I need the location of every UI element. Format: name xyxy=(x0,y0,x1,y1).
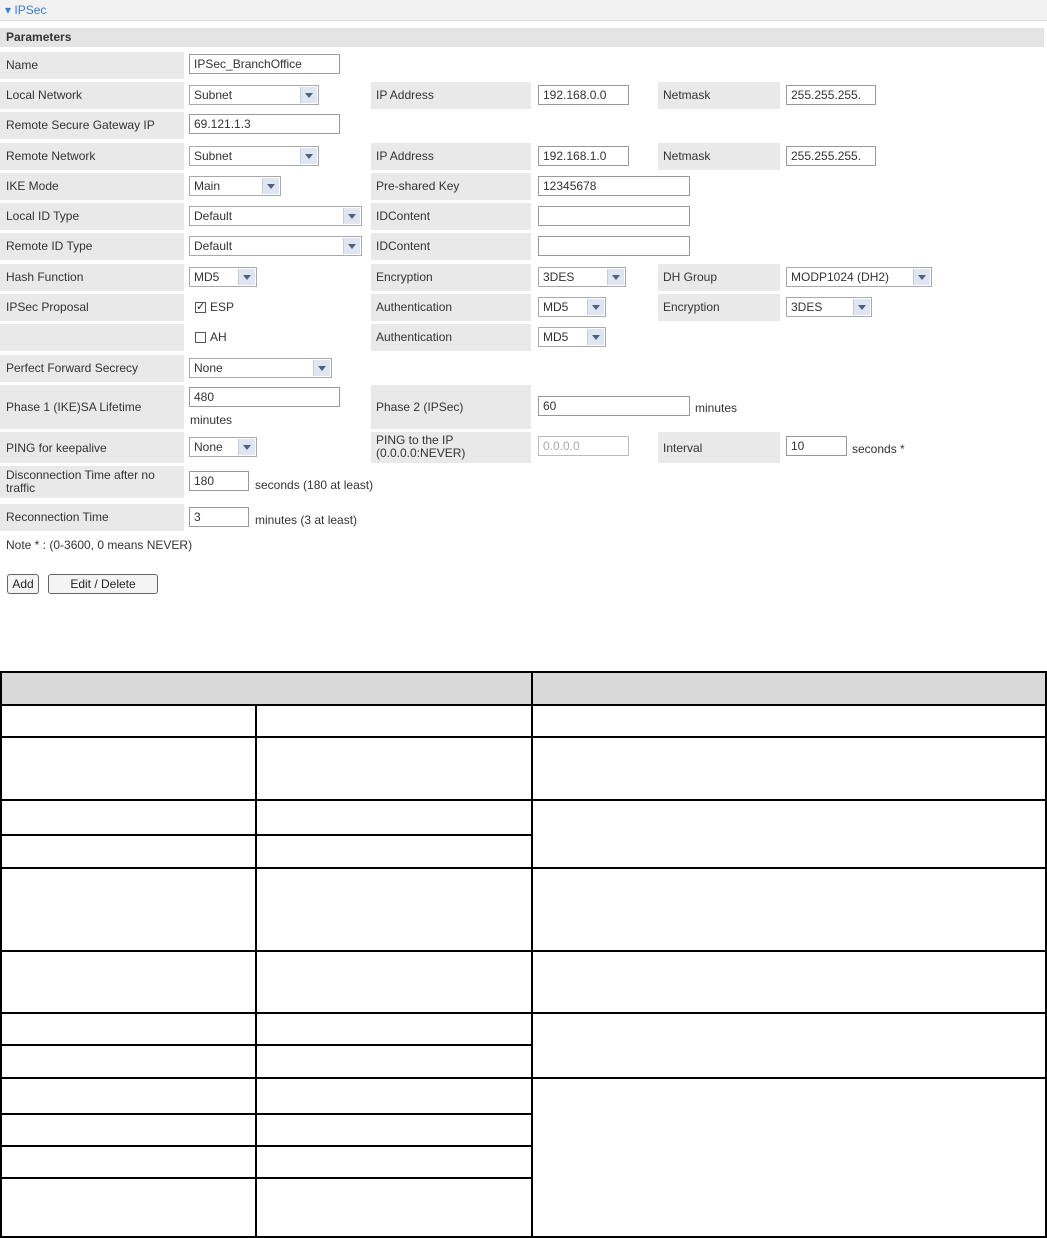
hash-select-value: MD5 xyxy=(194,270,220,284)
table-row-line xyxy=(0,1113,533,1115)
chevron-down-icon xyxy=(587,329,604,345)
esp-encryption-label: Encryption xyxy=(663,300,720,314)
remote-gateway-label: Remote Secure Gateway IP xyxy=(6,118,155,132)
table-row-line xyxy=(0,1077,1047,1079)
local-network-select[interactable] xyxy=(189,85,319,105)
table-row-line xyxy=(0,1044,533,1046)
local-network-label: Local Network xyxy=(6,88,83,102)
remote-ip-input[interactable]: 192.168.1.0 xyxy=(538,146,629,166)
ping-keepalive-select[interactable] xyxy=(189,437,257,457)
table-row-line xyxy=(0,1012,1047,1014)
table-row-line xyxy=(0,867,1047,869)
remote-gateway-input[interactable]: 69.121.1.3 xyxy=(189,114,340,134)
ike-mode-select-value: Main xyxy=(194,179,221,193)
row-reconnect xyxy=(0,504,1044,531)
table-col-divider xyxy=(531,671,533,1238)
local-network-select-value: Subnet xyxy=(194,88,233,102)
local-idcontent-label: IDContent xyxy=(376,209,431,223)
interval-label: Interval xyxy=(663,441,703,455)
row-lifetime xyxy=(0,385,1044,429)
remote-network-select[interactable] xyxy=(189,146,319,166)
phase1-lifetime-label: Phase 1 (IKE)SA Lifetime xyxy=(6,400,142,414)
ah-checkbox[interactable] xyxy=(195,332,206,343)
reconnect-input[interactable]: 3 xyxy=(189,507,249,527)
row-ipsec-proposal-ah xyxy=(0,324,1044,351)
ping-ip-label: PING to the IP (0.0.0.0:NEVER) xyxy=(376,433,466,460)
interval-input[interactable]: 10 xyxy=(786,436,847,456)
name-label: Name xyxy=(6,58,39,72)
dh-group-select[interactable] xyxy=(786,267,932,287)
local-id-select[interactable] xyxy=(189,206,362,226)
edit-delete-button[interactable]: Edit / Delete xyxy=(48,574,158,594)
ike-mode-label: IKE Mode xyxy=(6,179,59,193)
table-header-row xyxy=(0,671,1047,705)
esp-auth-select-value: MD5 xyxy=(543,300,569,314)
chevron-down-icon xyxy=(343,208,360,224)
ah-auth-select-value: MD5 xyxy=(543,330,569,344)
row-local-network xyxy=(0,82,1044,109)
remote-netmask-label: Netmask xyxy=(663,149,711,163)
section-title[interactable]: ▾ IPSec xyxy=(5,3,47,17)
phase2-lifetime-label: Phase 2 (IPSec) xyxy=(376,400,464,414)
phase2-lifetime-input[interactable]: 60 xyxy=(538,396,690,416)
name-input[interactable]: IPSec_BranchOffice xyxy=(189,54,340,74)
row-name xyxy=(0,52,1044,79)
remote-netmask-input[interactable]: 255.255.255. xyxy=(786,146,876,166)
remote-id-select[interactable] xyxy=(189,236,362,256)
dh-group-select-value: MODP1024 (DH2) xyxy=(791,270,890,284)
dh-group-label: DH Group xyxy=(663,270,718,284)
parameters-heading: Parameters xyxy=(6,30,72,44)
table-header-border xyxy=(0,704,1047,706)
row-local-id xyxy=(0,203,1044,230)
ah-label: AH xyxy=(210,330,227,344)
ah-auth-select[interactable] xyxy=(538,327,606,347)
parameters-heading-bar xyxy=(0,28,1044,47)
psk-label: Pre-shared Key xyxy=(376,179,460,193)
esp-encryption-select-value: 3DES xyxy=(791,300,823,314)
ipsec-panel xyxy=(0,0,1047,600)
hash-label: Hash Function xyxy=(6,270,84,284)
table-row-line xyxy=(0,799,1047,801)
row-ping xyxy=(0,432,1044,463)
local-netmask-label: Netmask xyxy=(663,88,711,102)
reconnect-hint: minutes (3 at least) xyxy=(255,513,358,527)
table-row-line xyxy=(0,834,533,836)
row-remote-id xyxy=(0,233,1044,260)
table-row-line xyxy=(0,1177,533,1179)
remote-id-label: Remote ID Type xyxy=(6,239,93,253)
reference-table xyxy=(0,671,1047,1238)
chevron-down-icon xyxy=(300,87,317,103)
esp-auth-select[interactable] xyxy=(538,297,606,317)
table-row-line xyxy=(0,736,1047,738)
ike-mode-select[interactable] xyxy=(189,176,281,196)
local-ip-label: IP Address xyxy=(376,88,434,102)
remote-network-label: Remote Network xyxy=(6,149,96,163)
local-netmask-input[interactable]: 255.255.255. xyxy=(786,85,876,105)
remote-idcontent-label: IDContent xyxy=(376,239,431,253)
table-border-top xyxy=(0,671,1047,673)
chevron-down-icon xyxy=(300,148,317,164)
table-row-line xyxy=(0,1145,533,1147)
row-remote-network xyxy=(0,143,1044,170)
chevron-down-icon xyxy=(238,269,255,285)
table-col-divider xyxy=(255,705,257,1238)
ah-auth-label: Authentication xyxy=(376,330,453,344)
hash-select[interactable] xyxy=(189,267,257,287)
phase2-lifetime-unit: minutes xyxy=(695,401,738,415)
disconnect-label: Disconnection Time after no traffic xyxy=(6,468,155,495)
chevron-down-icon xyxy=(238,439,255,455)
row-ipsec-proposal xyxy=(0,294,1044,321)
interval-unit: seconds * xyxy=(852,442,905,456)
ping-keepalive-label: PING for keepalive xyxy=(6,441,107,455)
ping-keepalive-select-value: None xyxy=(194,440,223,454)
chevron-down-icon xyxy=(913,269,930,285)
phase1-lifetime-input[interactable]: 480 xyxy=(189,387,340,407)
chevron-down-icon xyxy=(343,238,360,254)
table-border-left xyxy=(0,671,2,1238)
row-hash xyxy=(0,264,1044,291)
remote-ip-label: IP Address xyxy=(376,149,434,163)
remote-idcontent-input[interactable] xyxy=(538,236,690,256)
pfs-select-value: None xyxy=(194,361,223,375)
remote-network-select-value: Subnet xyxy=(194,149,233,163)
pfs-select[interactable] xyxy=(189,358,332,378)
ike-encryption-select[interactable] xyxy=(538,267,626,287)
pfs-label: Perfect Forward Secrecy xyxy=(6,361,139,375)
disconnect-input[interactable]: 180 xyxy=(189,471,249,491)
chevron-down-icon xyxy=(262,178,279,194)
ike-encryption-label: Encryption xyxy=(376,270,433,284)
esp-label: ESP xyxy=(210,300,235,314)
row-ike-mode xyxy=(0,173,1044,200)
local-id-select-value: Default xyxy=(194,209,233,223)
esp-checkbox[interactable] xyxy=(195,302,206,313)
note-text: Note * : (0-3600, 0 means NEVER) xyxy=(6,538,193,552)
remote-id-select-value: Default xyxy=(194,239,233,253)
phase1-lifetime-unit: minutes xyxy=(190,413,233,427)
row-disconnect xyxy=(0,466,1044,498)
chevron-down-icon xyxy=(313,360,330,376)
local-ip-input[interactable]: 192.168.0.0 xyxy=(538,85,629,105)
psk-input[interactable]: 12345678 xyxy=(538,176,690,196)
row-remote-gateway xyxy=(0,112,1044,139)
esp-auth-label: Authentication xyxy=(376,300,453,314)
chevron-down-icon xyxy=(587,299,604,315)
row-pfs xyxy=(0,355,1044,382)
ike-encryption-select-value: 3DES xyxy=(543,270,575,284)
reconnect-label: Reconnection Time xyxy=(6,510,109,524)
chevron-down-icon xyxy=(607,269,624,285)
disconnect-hint: seconds (180 at least) xyxy=(255,478,374,492)
section-title-bar[interactable] xyxy=(0,0,1047,21)
local-idcontent-input[interactable] xyxy=(538,206,690,226)
ipsec-proposal-label: IPSec Proposal xyxy=(6,300,89,314)
local-id-label: Local ID Type xyxy=(6,209,80,223)
ping-ip-input[interactable]: 0.0.0.0 xyxy=(538,436,629,456)
add-button[interactable]: Add xyxy=(7,574,39,594)
esp-encryption-select[interactable] xyxy=(786,297,872,317)
table-row-line xyxy=(0,950,1047,952)
chevron-down-icon xyxy=(853,299,870,315)
